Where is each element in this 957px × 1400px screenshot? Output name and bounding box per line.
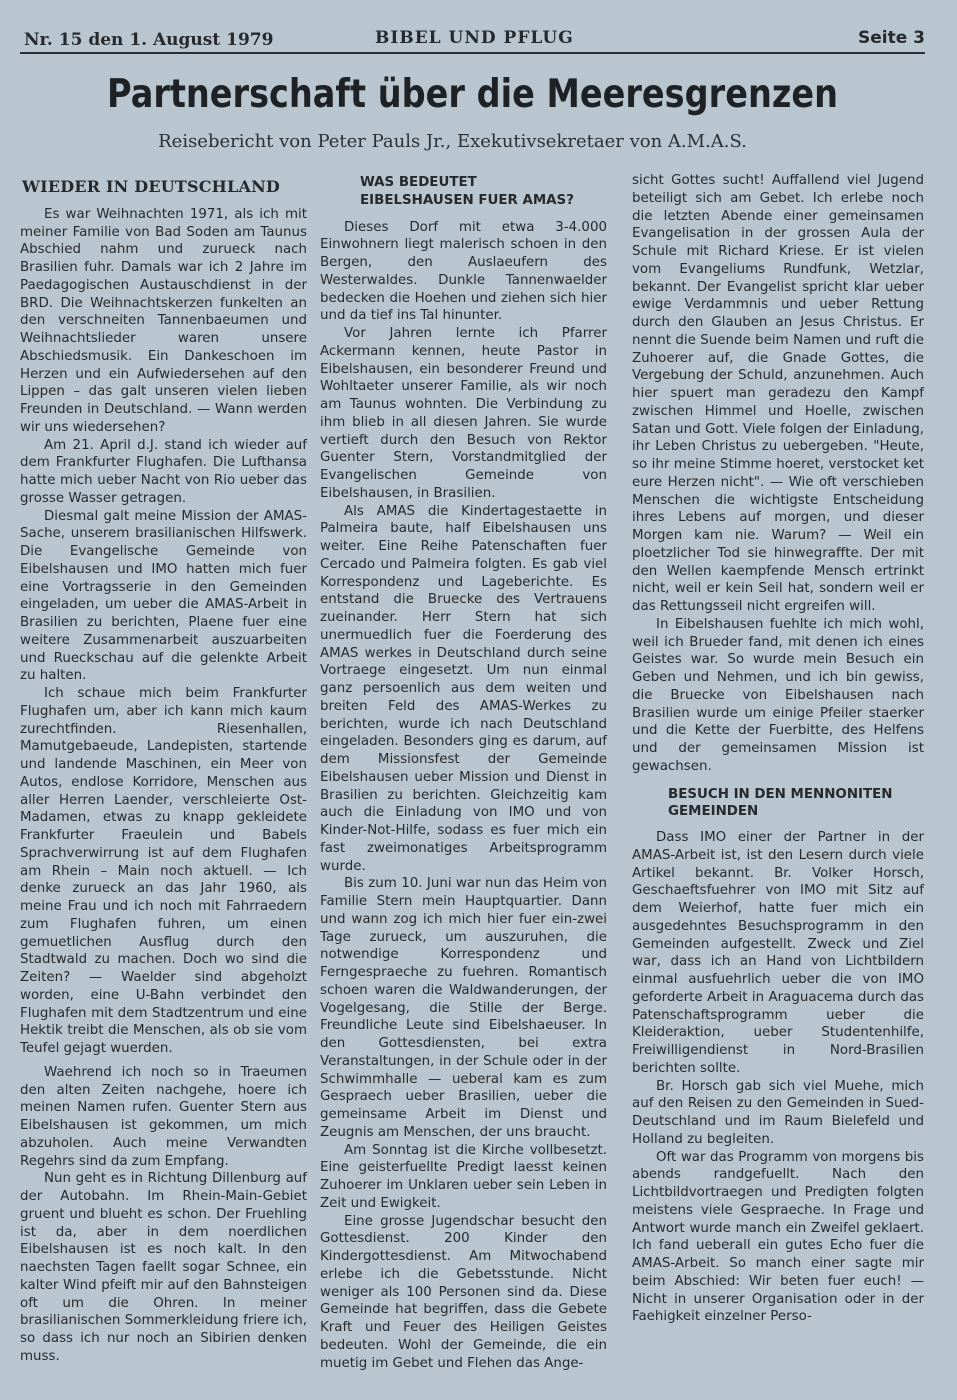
issue-info: Nr. 15 den 1. August 1979 bbox=[24, 30, 274, 50]
paragraph: Bis zum 10. Juni war nun das Heim von Familie Stern mein Hauptquartier. Dann und wann zog ich mich hier fuer ein-zwei Tage zurueck, um auszuruhen, die notwendige Korrespondenz und Ferngespraeche zu fuehren. Romantisch schoen waren die Waldwanderungen, der Vogelgesang, die Stille der Berge. Freundliche Leute sind Eibelshaeuser. In den Gottesdiensten, bei extra Veranstaltungen, in der Schule oder in der Schwimmhalle — ueberal kam es zum Gespraech ueber Brasilien, ueber die gemeinsame Arbeit im Dienst und Zeugnis am Menschen, der uns braucht. bbox=[320, 876, 607, 1140]
paragraph: Am 21. April d.J. stand ich wieder auf dem Frankfurter Flughafen. Die Lufthansa hatte mich ueber Nacht von Rio ueber das grosse Wasser getragen. bbox=[20, 437, 307, 506]
paragraph: Eine grosse Jugendschar besucht den Gottesdienst. 200 Kinder den Kindergottesdienst. Am Mitwochabend erlebe ich die Gebetsstunde. Nicht weniger als 100 Personen sind da. Diese Gemeinde hat begriffen, dass die Gebete Kraft und Feuer des Heiligen Geistes bedeuten. Wohl der Gemeinde, die ein muetig im Gebet und Flehen das Ange- bbox=[320, 1213, 607, 1371]
section-heading: BESUCH IN DEN MENNONITEN GEMEINDEN bbox=[668, 786, 893, 820]
paragraph: Waehrend ich noch so in Traeumen den alten Zeiten nachgehe, hoere ich meinen Namen rufen. Guenter Stern aus Eibelshausen ist gekommen, um mich abzuholen. Auch meine Verwandten Regehrs sind da zum Empfang. bbox=[20, 1064, 307, 1169]
paragraph: Br. Horsch gab sich viel Muehe, mich auf den Reisen zu den Gemeinden in Sued-Deutschland und im Raum Bielefeld und Holland zu begleiten. bbox=[632, 1078, 924, 1147]
section-heading: WIEDER IN DEUTSCHLAND bbox=[22, 177, 280, 196]
paragraph: Dass IMO einer der Partner in der AMAS-Arbeit ist, ist den Lesern durch viele Artikel bekannt. Br. Volker Horsch, Geschaeftsfuehrer von IMO mit Sitz auf dem Weierhof, hatte fuer mich ein ausgedehntes Besuchsprogramm in den Gemeinden aufgestellt. Zweck und Ziel war, dass ich an Hand von Lichtbildern einmal ausfuehrlich ueber die von IMO geforderte Arbeit in Araguacema durch das Patenschaftsprogramm ueber die Kleideraktion, ueber Studentenhilfe, Freiwilligendienst in Nord-Brasilien berichten sollte. bbox=[632, 830, 924, 1076]
paragraph: Vor Jahren lernte ich Pfarrer Ackermann kennen, heute Pastor in Eibelshausen, ein besonderer Freund und Wohltaeter unserer Familie, als wir noch am Taunus wohnten. Die Verbindung zu ihm blieb in all diesen Jahren. Sie wurde vertieft durch den Besuch von Rektor Guenter Stern, Vorstandmitglied der Evangelischen Gemeinde von Eibelshausen, in Brasilien. bbox=[320, 326, 607, 501]
article-byline: Reisebericht von Peter Pauls Jr., Exekutivsekretaer von A.M.A.S. bbox=[158, 131, 747, 152]
section-heading: WAS BEDEUTET EIBELSHAUSEN FUER AMAS? bbox=[360, 175, 574, 208]
paragraph: Am Sonntag ist die Kirche vollbesetzt. Eine geisterfuellte Predigt laesst keinen Zuhoerer im Unklaren ueber sein Leben in Zeit und Ewigkeit. bbox=[320, 1142, 607, 1211]
paragraph: Als AMAS die Kindertagestaette in Palmeira baute, half Eibelshausen uns weiter. Eine Reihe Patenschaften fuer Cercado und Palmeira folgten. Es gab viel Korrespondenz und Lageberichte. Es entstand die Bruecke des Vertrauens zueinander. Herr Stern hat sich unermuedlich fuer die Foerderung des AMAS werkes in Deutschland durch seine Vortraege eingesetzt. Um nun einmal ganz persoenlich aus dem weiten und breiten Feld des AMAS-Werkes zu berichten, wurde ich nach Deutschland eingeladen. Besonders ging es darum, auf dem Missionsfest der Gemeinde Eibelshausen ueber Mission und Dienst in Brasilien zu berichten. Gleichzeitig kam auch die Einladung von IMO und von Kinder-Not-Hilfe, sodass es fuer mich ein fast zweimonatiges Arbeitsprogramm wurde. bbox=[320, 503, 607, 874]
paragraph: Dieses Dorf mit etwa 3-4.000 Einwohnern liegt malerisch schoen in den Bergen, den Auslaeufern des Westerwaldes. Dunkle Tannenwaelder bedecken die Hoehen und ziehen sich hier und da tief ins Tal hinunter. bbox=[320, 219, 607, 324]
paragraph: sicht Gottes sucht! Auffallend viel Jugend beteiligt sich am Gebet. Ich erlebe noch die letzten Abende einer gemeinsamen Evangelisation in der grossen Aula der Schule mit Richard Kriese. Er ist vielen vom Evangeliums Rundfunk, Wetzlar, bekannt. Der Evangelist spricht klar ueber ewige Verdammnis und ueber Rettung durch den Glauben an Jesus Christus. Er nennt die Suende beim Namen und ruft die Zuhoerer auf, die Gnade Gottes, die Vergebung der Schuld, anzunehmen. Auch hier spuert man geradezu den Kampf zwischen Himmel und Hoelle, zwischen Satan und Gott. Viele folgen der Einladung, ihr Leben Christus zu uebergeben. "Heute, so ihr meine Stimme hoeret, verstocket ket eure Herzen nicht". — Wie oft verschieben Menschen die wichtigste Entscheidung ihres Lebens auf morgen, und dieser Morgen kam nie. Warum? — Weil ein ploetzlicher Tod sie hinwegraffte. Der mit den Wellen kaempfende Mensch ertrinkt nicht, weil er kein Seil hat, sondern weil er das Rettungsseil nicht ergreifen will. bbox=[632, 173, 924, 614]
article-title: Partnerschaft über die Meeresgrenzen bbox=[107, 72, 838, 117]
masthead bbox=[20, 26, 925, 54]
column-1 bbox=[20, 172, 307, 1366]
paragraph: Oft war das Programm von morgens bis abends randgefuellt. Nach den Lichtbildvortraegen und Predigten folgten meistens viele Gespraeche. In Frage und Antwort wurde manch ein Zweifel geklaert. Ich fand ueberall ein gutes Echo fuer die AMAS-Arbeit. So manch einer sagte mir beim Abschied: Wir beten fuer euch! — Nicht in unserer Organisation oder in der Faehigkeit einzelner Perso- bbox=[632, 1149, 924, 1325]
paragraph: Nun geht es in Richtung Dillenburg auf der Autobahn. Im Rhein-Main-Gebiet gruent und blueht es schon. Der Fruehling ist da, aber in dem noerdlichen Eibelshausen ist es noch kalt. In den naechsten Tagen faellt sogar Schnee, ein kalter Wind pfeift mir auf den Bahnsteigen oft um die Ohren. In meiner brasilianischen Sommerkleidung friere ich, so dass ich nur noch an Sibirien denken muss. bbox=[20, 1171, 307, 1364]
paragraph: In Eibelshausen fuehlte ich mich wohl, weil ich Brueder fand, mit denen ich eines Geistes war. So wurde mein Besuch ein Geben und Nehmen, und ich bin gewiss, die Bruecke von Eibelshausen nach Brasilien wurde um einige Pfeiler staerker und die Kette der Fuerbitte, des Helfens und der gemeinsamen Mission ist gewachsen. bbox=[632, 616, 924, 774]
publication-name: BIBEL UND PFLUG bbox=[375, 28, 574, 48]
column-2 bbox=[320, 172, 607, 1372]
paragraph: Es war Weihnachten 1971, als ich mit meiner Familie von Bad Soden am Taunus Abschied nahm und zurueck nach Brasilien fuhr. Damals war ich 2 Jahre im Paedagogischen Austauschdienst in der BRD. Die Weihnachtskerzen funkelten an den verschneiten Tannenbaeumen und Weihnachtslieder waren unsere Abschiedsmusik. Ein Dankeschoen im Herzen und ein Aufwiedersehen auf den Lippen – das galt unseren vielen lieben Freunden in Deutschland. — Wann werden wir uns wiedersehen? bbox=[20, 206, 307, 435]
column-3 bbox=[632, 172, 924, 1326]
paragraph: Diesmal galt meine Mission der AMAS-Sache, unserem brasilianischen Hilfswerk. Die Evangelische Gemeinde von Eibelshausen und IMO hatten mich fuer eine Vortragsserie in den Gemeinden eingeladen, um ueber die AMAS-Arbeit in Brasilien zu berichten, Plaene fuer eine weitere Zusammenarbeit auszuarbeiten und Rueckschau auf die gelenkte Arbeit zu halten. bbox=[20, 508, 307, 684]
paragraph: Ich schaue mich beim Frankfurter Flughafen um, aber ich kann mich kaum zurechtfinden. Riesenhallen, Mamutgebaeude, Landepisten, startende und landende Maschinen, ein Meer von Autos, endlose Korridore, Menschen aus aller Herren Laender, verschleierte Ost-Madamen, etwas zu knapp gekleidete Frankfurter Fraeulein und Babels Sprachverwirrung ist auf dem Flughafen am Rhein – Main noch aktuell. — Ich denke zurueck an das Jahr 1960, als meine Frau und ich noch mit Fahrraedern zum Flughafen fuhren, um einen gemuetlichen Ausflug durch den Stadtwald zu machen. Doch wo sind die Zeiten? — Waelder sind abgeholzt worden, eine U-Bahn verbindet den Flughafen mit dem Stadtzentrum und eine Hektik treibt die Menschen, als ob sie vom Teufel gejagt wuerden. bbox=[20, 686, 307, 1056]
page-number: Seite 3 bbox=[857, 28, 925, 48]
article-body bbox=[20, 172, 925, 1372]
